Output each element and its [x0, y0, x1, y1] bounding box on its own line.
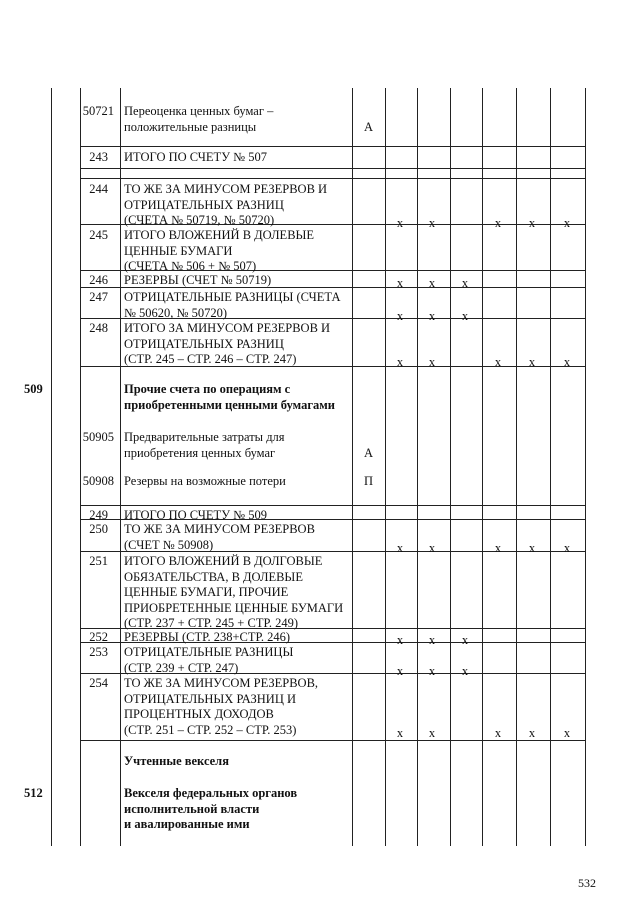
x-mark: x: [461, 633, 469, 647]
row-text-line: ИТОГО ВЛОЖЕНИЙ В ДОЛГОВЫЕ: [124, 554, 323, 568]
table-column-line: [120, 88, 121, 846]
x-mark: x: [494, 355, 502, 370]
row-text-line: (СТР. 245 – СТР. 246 – СТР. 247): [124, 352, 297, 367]
x-mark: x: [396, 633, 404, 647]
row-text-line: Резервы на возможные потери: [124, 474, 286, 488]
table-column-line: [516, 88, 517, 846]
x-mark: x: [396, 540, 404, 555]
row-text-line: ИТОГО ЗА МИНУСОМ РЕЗЕРВОВ И: [124, 321, 331, 335]
table-row-line: [80, 146, 585, 147]
x-mark: x: [396, 725, 404, 740]
account-number: 50908: [82, 474, 114, 488]
x-mark: x: [461, 663, 469, 678]
x-mark: x: [461, 276, 469, 290]
row-text-line: (СЧЕТ № 50908): [124, 537, 214, 552]
row-text-line: ТО ЖЕ ЗА МИНУСОМ РЕЗЕРВОВ,: [124, 676, 319, 690]
row-text-line: ОТРИЦАТЕЛЬНЫХ РАЗНИЦ: [124, 336, 284, 351]
account-type: П: [364, 474, 374, 488]
row-text-line: (СТР. 239 + СТР. 247): [124, 660, 239, 675]
line-number: 247: [89, 290, 108, 304]
line-number: 254: [89, 676, 108, 690]
row-text-line: (СТР. 251 – СТР. 252 – СТР. 253): [124, 722, 297, 737]
account-number: 50905: [82, 430, 114, 444]
table-row-line: [80, 505, 585, 506]
line-number: 249: [89, 508, 108, 522]
table-column-line: [51, 88, 52, 846]
table-row-line: [80, 178, 585, 179]
x-mark: x: [396, 308, 404, 323]
x-mark: x: [396, 276, 404, 290]
row-text-line: ОТРИЦАТЕЛЬНЫЕ РАЗНИЦЫ (СЧЕТА: [124, 290, 341, 304]
account-number: 50721: [82, 104, 114, 118]
row-text-line: ИТОГО ПО СЧЕТУ № 509: [124, 508, 267, 522]
line-number: 245: [89, 228, 108, 242]
x-mark: x: [528, 725, 536, 740]
row-text-line: Прочие счета по операциям с: [124, 382, 291, 396]
section-number: 512: [24, 786, 43, 800]
line-number: 246: [89, 273, 108, 287]
x-mark: x: [428, 276, 436, 290]
x-mark: x: [396, 355, 404, 370]
x-mark: x: [528, 540, 536, 555]
row-text-line: ПРОЦЕНТНЫХ ДОХОДОВ: [124, 707, 274, 722]
x-mark: x: [494, 216, 502, 231]
x-mark: x: [494, 540, 502, 555]
x-mark: x: [563, 355, 571, 370]
account-type: А: [364, 119, 374, 134]
line-number: 251: [89, 554, 108, 568]
row-text-line: (СЧЕТА № 506 + № 507): [124, 259, 257, 274]
row-text-line: ЦЕННЫЕ БУМАГИ: [124, 243, 233, 258]
account-type: А: [364, 445, 374, 460]
x-mark: x: [563, 725, 571, 740]
row-text-line: РЕЗЕРВЫ (СТР. 238+СТР. 246): [124, 630, 291, 644]
row-text-line: ПРИОБРЕТЕННЫЕ ЦЕННЫЕ БУМАГИ: [124, 600, 344, 615]
table-column-line: [482, 88, 483, 846]
x-mark: x: [528, 216, 536, 231]
x-mark: x: [428, 540, 436, 555]
row-text-line: ЦЕННЫЕ БУМАГИ, ПРОЧИЕ: [124, 585, 289, 600]
page-number: 532: [578, 876, 596, 890]
x-mark: x: [428, 216, 436, 231]
row-text-line: ОТРИЦАТЕЛЬНЫЕ РАЗНИЦЫ: [124, 645, 294, 659]
line-number: 243: [89, 150, 108, 164]
line-number: 248: [89, 321, 108, 335]
row-text-line: приобретения ценных бумаг: [124, 445, 276, 460]
row-text-line: исполнительной власти: [124, 801, 260, 816]
x-mark: x: [428, 633, 436, 647]
x-mark: x: [428, 355, 436, 370]
section-heading: Учтенные векселя: [124, 754, 229, 768]
table-column-line: [80, 88, 81, 846]
row-text-line: ОТРИЦАТЕЛЬНЫХ РАЗНИЦ И: [124, 691, 297, 706]
row-text-line: ИТОГО ВЛОЖЕНИЙ В ДОЛЕВЫЕ: [124, 228, 315, 242]
line-number: 244: [89, 182, 108, 196]
row-text-line: ТО ЖЕ ЗА МИНУСОМ РЕЗЕРВОВ И: [124, 182, 328, 196]
row-text-line: ОТРИЦАТЕЛЬНЫХ РАЗНИЦ: [124, 197, 284, 212]
x-mark: x: [563, 540, 571, 555]
row-text-line: РЕЗЕРВЫ (СЧЕТ № 50719): [124, 273, 272, 287]
row-text-line: ТО ЖЕ ЗА МИНУСОМ РЕЗЕРВОВ: [124, 522, 315, 536]
table-row-line: [80, 168, 585, 169]
row-text-line: (СТР. 237 + СТР. 245 + СТР. 249): [124, 616, 299, 631]
row-text-line: Переоценка ценных бумаг –: [124, 104, 274, 118]
x-mark: x: [428, 725, 436, 740]
x-mark: x: [396, 216, 404, 231]
x-mark: x: [396, 663, 404, 678]
row-text-line: Предварительные затраты для: [124, 430, 285, 444]
line-number: 252: [89, 630, 108, 644]
x-mark: x: [563, 216, 571, 231]
table-column-line: [352, 88, 353, 846]
table-column-line: [417, 88, 418, 846]
x-mark: x: [528, 355, 536, 370]
row-text-line: и авалированные ими: [124, 817, 250, 832]
row-text-line: ОБЯЗАТЕЛЬСТВА, В ДОЛЕВЫЕ: [124, 569, 303, 584]
row-text-line: (СЧЕТА № 50719, № 50720): [124, 213, 275, 228]
line-number: 253: [89, 645, 108, 659]
table-column-line: [585, 88, 586, 846]
table-row-line: [80, 740, 585, 741]
x-mark: x: [494, 725, 502, 740]
table-column-line: [550, 88, 551, 846]
row-text-line: положительные разницы: [124, 119, 257, 134]
x-mark: x: [428, 663, 436, 678]
line-number: 250: [89, 522, 108, 536]
row-text-line: приобретенными ценными бумагами: [124, 397, 335, 412]
x-mark: x: [461, 308, 469, 323]
x-mark: x: [428, 308, 436, 323]
row-text-line: ИТОГО ПО СЧЕТУ № 507: [124, 150, 267, 164]
table-column-line: [385, 88, 386, 846]
row-text-line: Векселя федеральных органов: [124, 786, 298, 800]
row-text-line: № 50620, № 50720): [124, 305, 228, 320]
table-column-line: [450, 88, 451, 846]
section-number: 509: [24, 382, 43, 396]
